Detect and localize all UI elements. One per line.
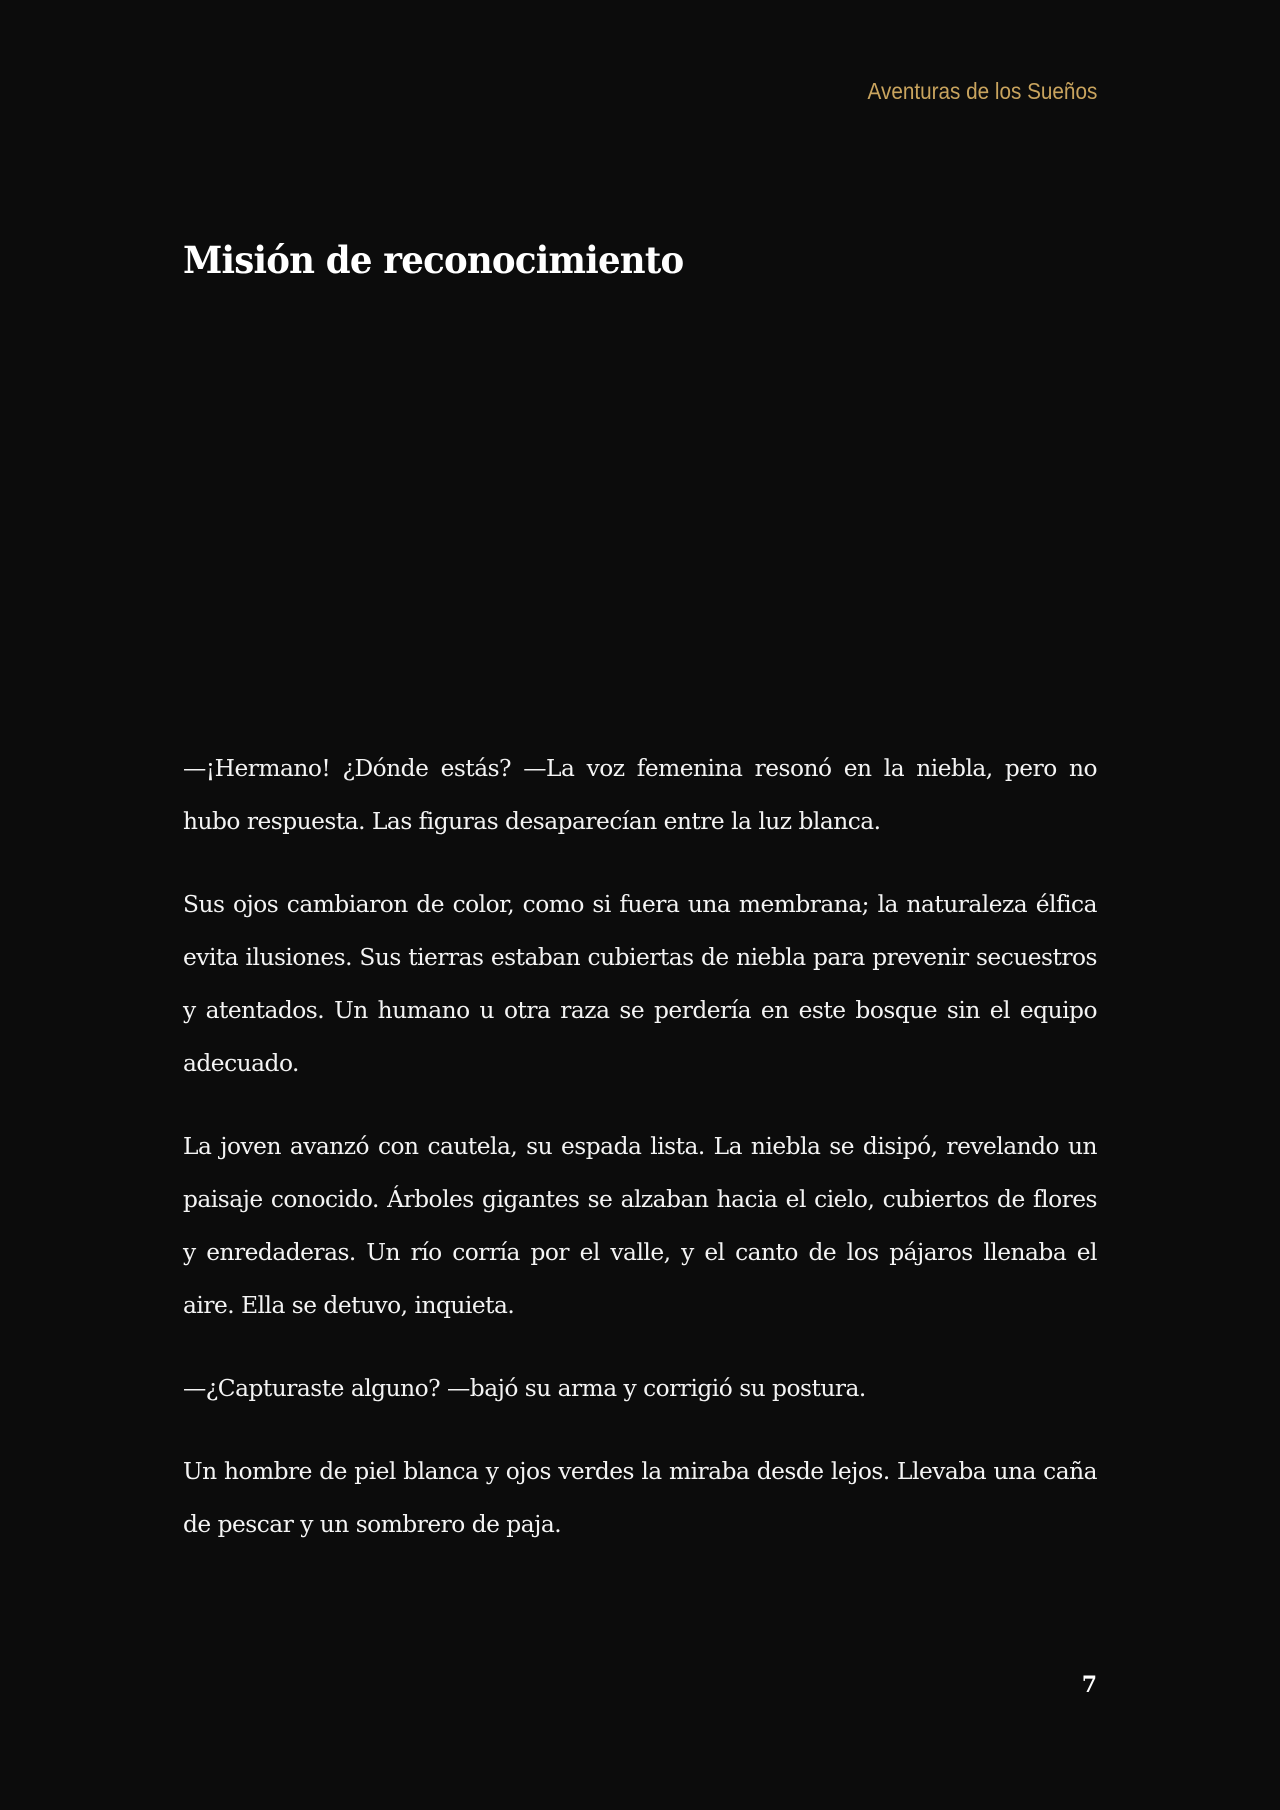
paragraph: Sus ojos cambiaron de color, como si fuera una membrana; la naturaleza élfica evita ilusiones. Sus tierras estaban cubiertas de niebla para prevenir secuestros y atentados. Un humano u otra raza se perdería en este bosque sin el equipo adecuado. <box>183 891 1097 1077</box>
chapter-body <box>183 742 1097 1551</box>
paragraph: Un hombre de piel blanca y ojos verdes la miraba desde lejos. Llevaba una caña de pescar y un sombrero de paja. <box>183 1458 1097 1538</box>
chapter-title: Misión de reconocimiento <box>183 238 684 282</box>
paragraph: —¡Hermano! ¿Dónde estás? —La voz femenina resonó en la niebla, pero no hubo respuesta. Las figuras desaparecían entre la luz blanca. <box>183 755 1097 835</box>
running-header-book-title: Aventuras de los Sueños <box>867 78 1097 104</box>
page-number: 7 <box>1081 1672 1097 1698</box>
paragraph: La joven avanzó con cautela, su espada lista. La niebla se disipó, revelando un paisaje conocido. Árboles gigantes se alzaban hacia el cielo, cubiertos de flores y enredaderas. Un río corría por el valle, y el canto de los pájaros llenaba el aire. Ella se detuvo, inquieta. <box>183 1133 1097 1319</box>
paragraph: —¿Capturaste alguno? —bajó su arma y corrigió su postura. <box>183 1375 866 1402</box>
